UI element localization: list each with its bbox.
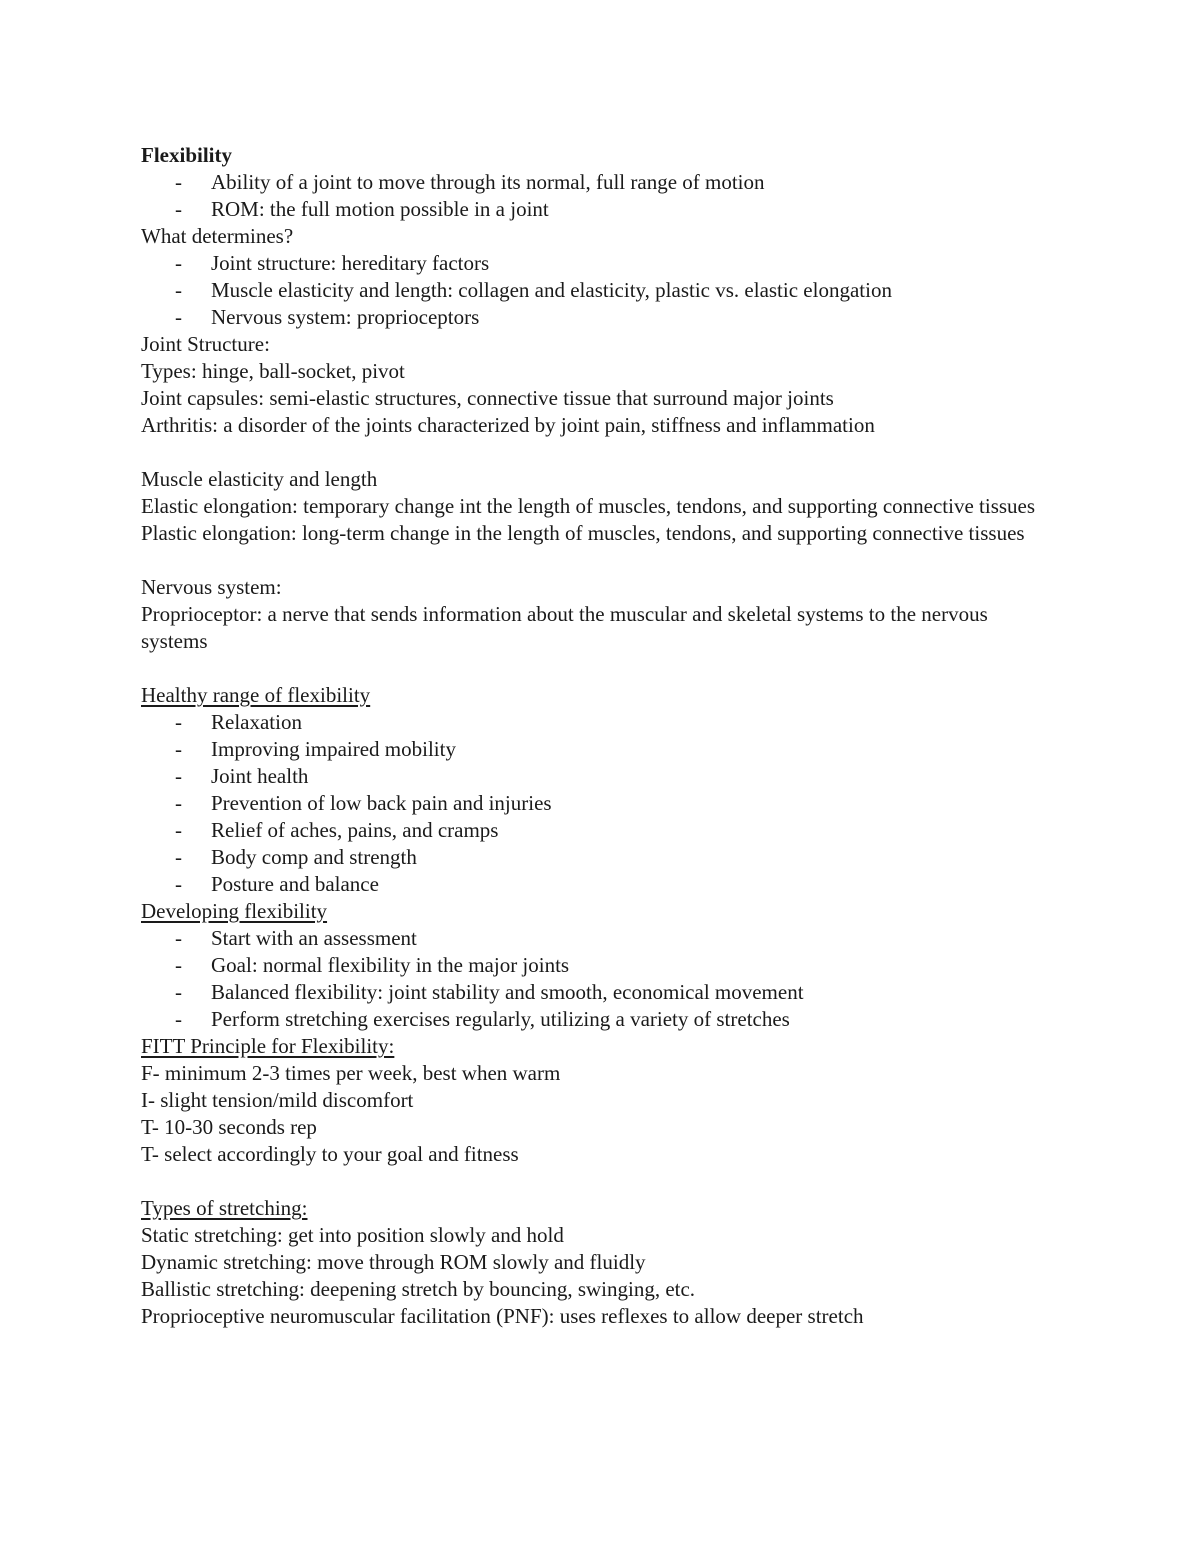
bullet-dash: -: [175, 980, 182, 1004]
spacer: [141, 1168, 1041, 1195]
list-item-text: Goal: normal flexibility in the major joints: [211, 953, 570, 977]
paragraph-line: Dynamic stretching: move through ROM slowly and fluidly: [141, 1250, 646, 1274]
list-item: [141, 952, 1041, 979]
list-item-text: Body comp and strength: [211, 845, 417, 869]
list-item-text: Joint health: [211, 764, 309, 788]
determines-heading: What determines?: [141, 224, 294, 248]
list-item-text: Ability of a joint to move through its normal, full range of motion: [211, 170, 765, 194]
paragraph-line: Static stretching: get into position slowly and hold: [141, 1223, 564, 1247]
fitt-heading: [141, 1033, 1041, 1060]
paragraph-line: Types: hinge, ball-socket, pivot: [141, 359, 405, 383]
list-item-text: ROM: the full motion possible in a joint: [211, 197, 549, 221]
paragraph-line: Proprioceptive neuromuscular facilitation (PNF): uses reflexes to allow deeper stretch: [141, 1304, 864, 1328]
bullet-dash: -: [175, 737, 182, 761]
nervous-heading: Nervous system:: [141, 575, 282, 599]
list-item: [141, 871, 1041, 898]
list-item-text: Muscle elasticity and length: collagen and elasticity, plastic vs. elastic elongation: [211, 278, 892, 302]
bullet-dash: -: [175, 953, 182, 977]
types-heading: [141, 1195, 1041, 1222]
paragraph-line: I- slight tension/mild discomfort: [141, 1088, 414, 1112]
list-item: [141, 817, 1041, 844]
paragraph-line: F- minimum 2-3 times per week, best when warm: [141, 1061, 561, 1085]
list-item: [141, 790, 1041, 817]
joint-structure-heading: Joint Structure:: [141, 332, 270, 356]
paragraph: Proprioceptor: a nerve that sends information about the muscular and skeletal systems to the nervous systems: [141, 602, 988, 653]
paragraph-line: Joint capsules: semi-elastic structures, connective tissue that surround major joints: [141, 386, 834, 410]
spacer: [141, 655, 1041, 682]
doc-title: Flexibility: [141, 143, 232, 167]
list-item-text: Perform stretching exercises regularly, utilizing a variety of stretches: [211, 1007, 790, 1031]
paragraph-line: Ballistic stretching: deepening stretch by bouncing, swinging, etc.: [141, 1277, 696, 1301]
bullet-dash: -: [175, 791, 182, 815]
list-item-text: Nervous system: proprioceptors: [211, 305, 480, 329]
paragraph: Elastic elongation: temporary change int the length of muscles, tendons, and supporting connective tissues: [141, 494, 1036, 518]
document-page: [141, 142, 1041, 1330]
bullet-dash: -: [175, 845, 182, 869]
bullet-dash: -: [175, 278, 182, 302]
list-item: [141, 196, 1041, 223]
bullet-dash: -: [175, 170, 182, 194]
list-item: [141, 277, 1041, 304]
bullet-dash: -: [175, 872, 182, 896]
list-item-text: Joint structure: hereditary factors: [211, 251, 490, 275]
list-item: [141, 250, 1041, 277]
list-item-text: Relaxation: [211, 710, 302, 734]
spacer: [141, 439, 1041, 466]
list-item-text: Relief of aches, pains, and cramps: [211, 818, 499, 842]
healthy-heading: [141, 682, 1041, 709]
paragraph-line: T- 10-30 seconds rep: [141, 1115, 317, 1139]
muscle-heading: Muscle elasticity and length: [141, 467, 378, 491]
list-item: [141, 169, 1041, 196]
list-item: [141, 763, 1041, 790]
bullet-dash: -: [175, 305, 182, 329]
bullet-dash: -: [175, 197, 182, 221]
list-item-text: Prevention of low back pain and injuries: [211, 791, 552, 815]
paragraph: Plastic elongation: long-term change in the length of muscles, tendons, and supporting connective tissues: [141, 521, 1025, 545]
list-item-text: Balanced flexibility: joint stability and smooth, economical movement: [211, 980, 804, 1004]
section-heading-text: Healthy range of flexibility: [141, 683, 371, 707]
bullet-dash: -: [175, 710, 182, 734]
list-item-text: Start with an assessment: [211, 926, 417, 950]
section-heading-text: Developing flexibility: [141, 899, 328, 923]
bullet-dash: -: [175, 818, 182, 842]
list-item: [141, 1006, 1041, 1033]
bullet-dash: -: [175, 251, 182, 275]
list-item-text: Posture and balance: [211, 872, 379, 896]
paragraph-line: T- select accordingly to your goal and fitness: [141, 1142, 519, 1166]
bullet-dash: -: [175, 926, 182, 950]
list-item-text: Improving impaired mobility: [211, 737, 456, 761]
section-heading-text: Types of stretching:: [141, 1196, 308, 1220]
bullet-dash: -: [175, 764, 182, 788]
list-item: [141, 736, 1041, 763]
list-item: [141, 304, 1041, 331]
list-item: [141, 844, 1041, 871]
bullet-dash: -: [175, 1007, 182, 1031]
developing-heading: [141, 898, 1041, 925]
spacer: [141, 547, 1041, 574]
section-heading-text: FITT Principle for Flexibility:: [141, 1034, 395, 1058]
list-item: [141, 709, 1041, 736]
paragraph-line: Arthritis: a disorder of the joints characterized by joint pain, stiffness and inflammation: [141, 413, 875, 437]
list-item: [141, 925, 1041, 952]
list-item: [141, 979, 1041, 1006]
